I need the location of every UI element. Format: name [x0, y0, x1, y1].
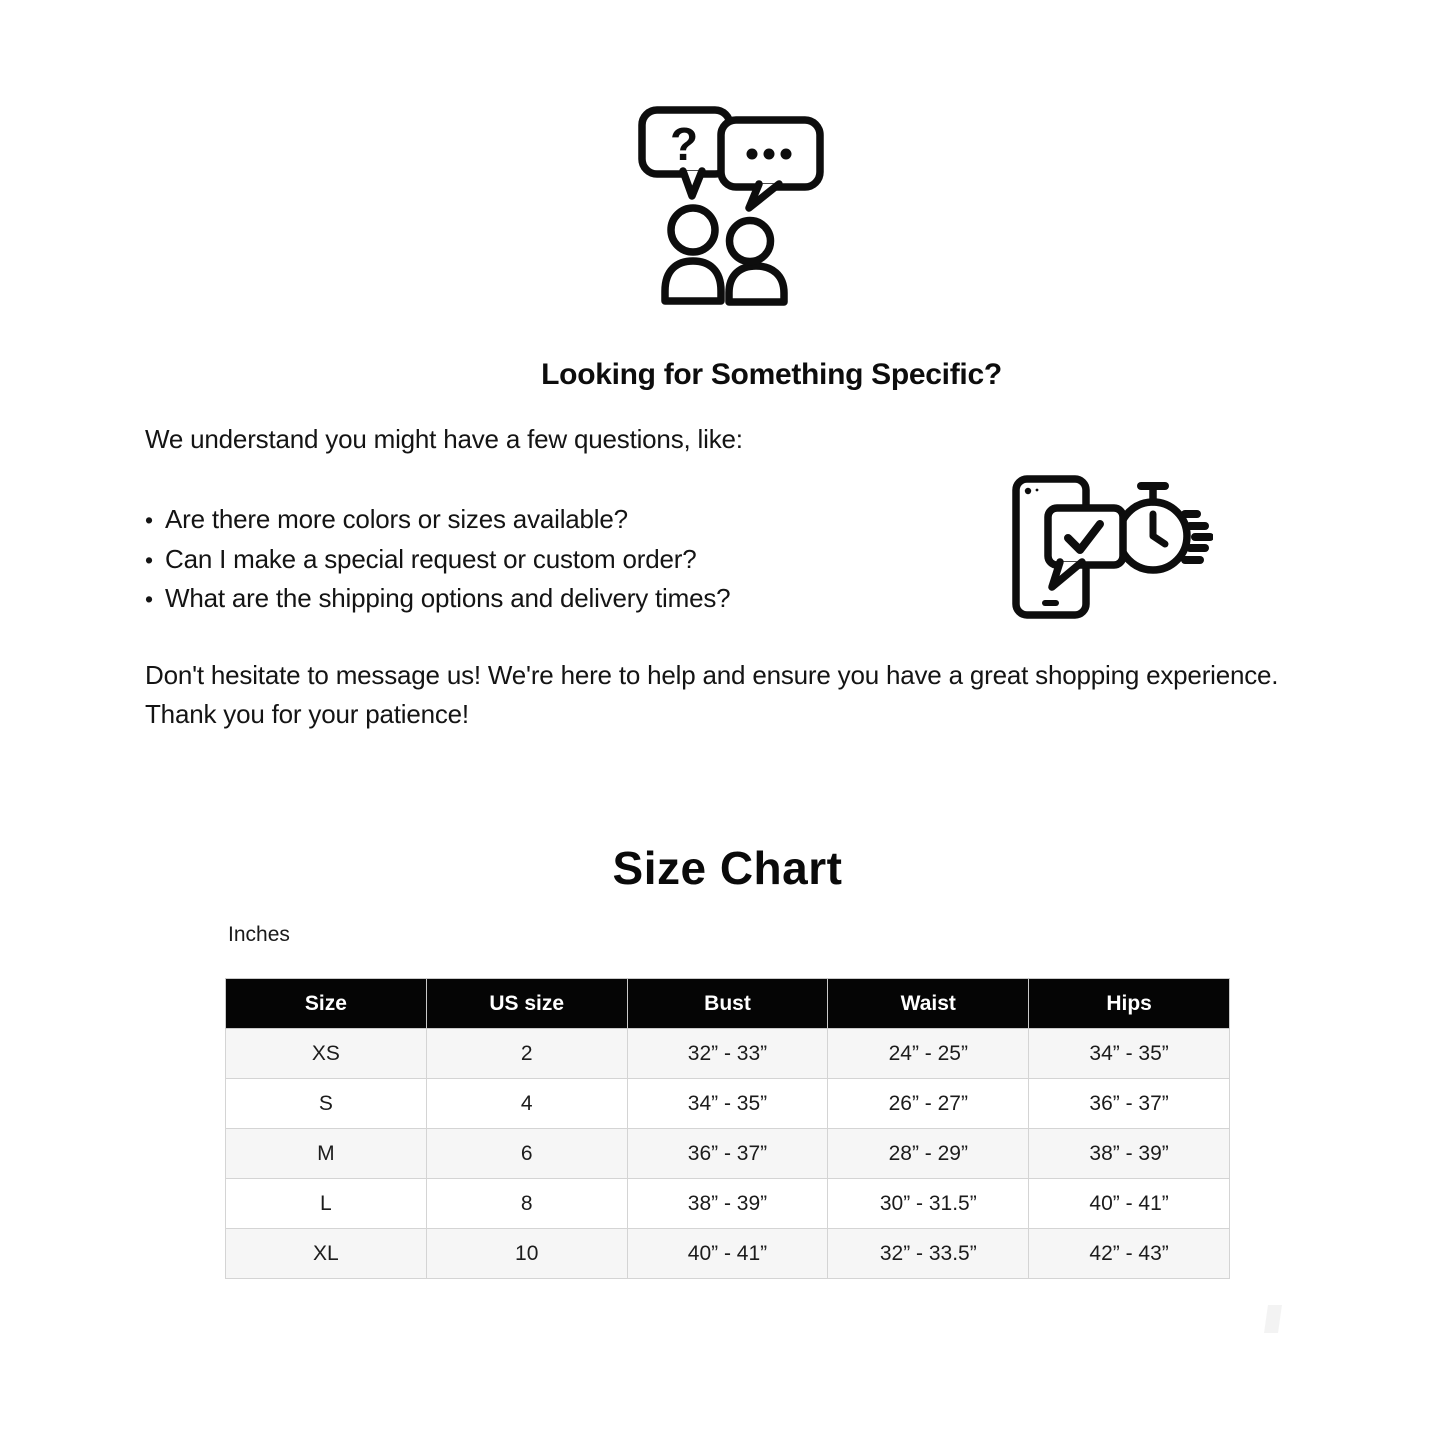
bullet-icon: •	[145, 546, 153, 573]
col-bust: Bust	[627, 979, 828, 1029]
question-text: What are the shipping options and delivery times?	[165, 583, 731, 614]
bullet-icon: •	[145, 507, 153, 533]
cell-size: S	[226, 1079, 427, 1129]
col-us-size: US size	[426, 979, 627, 1029]
phone-home-bar	[1042, 600, 1059, 606]
cell-bust: 34” - 35”	[627, 1079, 828, 1129]
intro-lead: We understand you might have a few questions, like:	[145, 424, 743, 454]
cell-us-size: 10	[426, 1229, 627, 1279]
table-row	[226, 1229, 1230, 1279]
phone-speaker-dot	[1036, 489, 1039, 492]
bullet-icon: •	[145, 586, 153, 613]
cell-waist: 32” - 33.5”	[828, 1229, 1029, 1279]
cell-bust: 38” - 39”	[627, 1179, 828, 1229]
table-row	[226, 1179, 1230, 1229]
people-conversation-icon	[637, 104, 825, 306]
cell-hips: 40” - 41”	[1029, 1179, 1230, 1229]
cell-bust: 40” - 41”	[627, 1229, 828, 1279]
cell-size: XL	[226, 1229, 427, 1279]
list-item	[145, 500, 730, 540]
cell-size: L	[226, 1179, 427, 1229]
col-waist: Waist	[828, 979, 1029, 1029]
watermark-artifact	[1264, 1305, 1282, 1333]
ellipsis-dot	[747, 149, 758, 160]
table-row	[226, 1029, 1230, 1079]
list-item	[145, 579, 730, 619]
table-row	[226, 1079, 1230, 1129]
col-size: Size	[226, 979, 427, 1029]
cell-waist: 30” - 31.5”	[828, 1179, 1029, 1229]
cell-hips: 42” - 43”	[1029, 1229, 1230, 1279]
cell-us-size: 6	[426, 1129, 627, 1179]
ellipsis-dot	[781, 149, 792, 160]
page-title: Looking for Something Specific?	[541, 358, 1002, 391]
closing-text: Don't hesitate to message us! We're here to help and ensure you have a great shopping experience. Thank you for your patience!	[145, 660, 1279, 729]
cell-size: M	[226, 1129, 427, 1179]
cell-size: XS	[226, 1029, 427, 1079]
cell-waist: 24” - 25”	[828, 1029, 1029, 1079]
cell-bust: 36” - 37”	[627, 1129, 828, 1179]
question-list	[145, 500, 730, 619]
cell-bust: 32” - 33”	[627, 1029, 828, 1079]
table-header-row	[226, 979, 1230, 1029]
cell-hips: 36” - 37”	[1029, 1079, 1230, 1129]
phone-camera-dot	[1025, 488, 1031, 494]
question-text: Are there more colors or sizes available?	[165, 504, 628, 534]
cell-us-size: 4	[426, 1079, 627, 1129]
people-conversation-icon-svg	[637, 104, 825, 306]
question-mark-glyph: ?	[669, 118, 699, 170]
cell-us-size: 8	[426, 1179, 627, 1229]
table-row	[226, 1129, 1230, 1179]
question-text: Can I make a special request or custom order?	[165, 543, 697, 574]
ellipsis-dot	[764, 149, 775, 160]
cell-hips: 38” - 39”	[1029, 1129, 1230, 1179]
fast-reply-icon-svg	[1008, 474, 1213, 622]
cell-us-size: 2	[426, 1029, 627, 1079]
size-chart-title: Size Chart	[612, 842, 843, 894]
cell-waist: 28” - 29”	[828, 1129, 1029, 1179]
size-chart-table	[225, 978, 1230, 1279]
fast-reply-icon	[1008, 474, 1213, 622]
cell-hips: 34” - 35”	[1029, 1029, 1230, 1079]
list-item	[145, 540, 730, 580]
col-hips: Hips	[1029, 979, 1230, 1029]
units-label: Inches	[228, 923, 290, 946]
cell-waist: 26” - 27”	[828, 1079, 1029, 1129]
